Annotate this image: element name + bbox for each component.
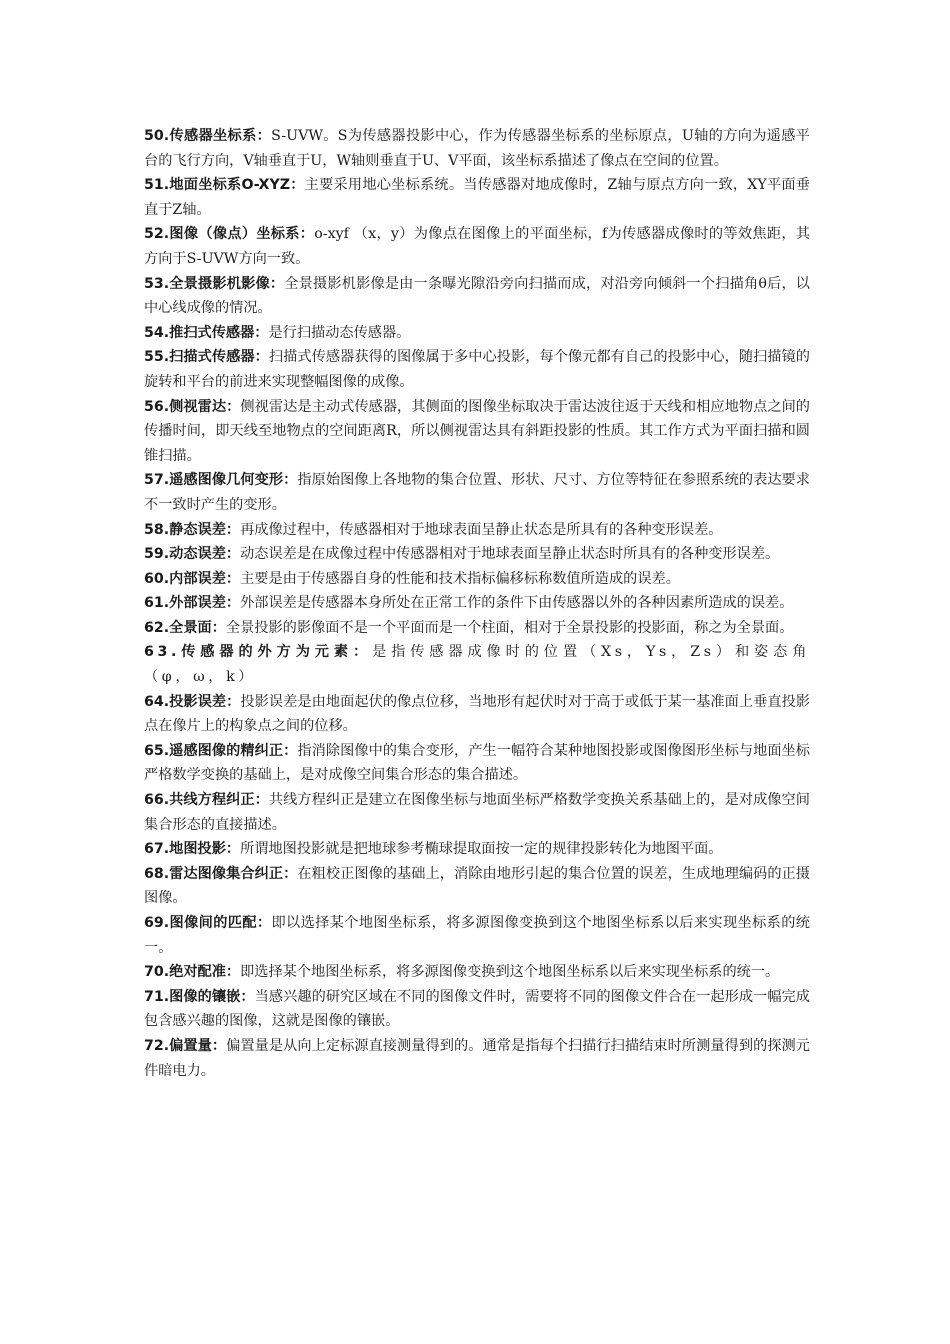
term-57: 57.遥感图像几何变形： <box>144 472 298 489</box>
definition-52: o-xyf （x，y）为像点在图像上的平面坐标，f为传感器成像时的等效焦距，其方向于S-UVW方向一致。 <box>144 226 810 267</box>
document-page <box>144 124 810 1083</box>
term-53: 53.全景摄影机影像： <box>144 275 285 292</box>
entry-63 <box>144 640 810 689</box>
definition-68: 在粗校正图像的基础上，消除由地形引起的集合位置的误差，生成地理编码的正摄图像。 <box>144 865 810 907</box>
definition-51: 主要采用地心坐标系统。当传感器对地成像时，Z轴与原点方向一致，XY平面垂直于Z轴。 <box>144 177 811 218</box>
entry-52 <box>144 222 810 271</box>
entry-50 <box>144 124 810 173</box>
entry-56 <box>144 395 810 469</box>
definition-55: 扫描式传感器获得的图像属于多中心投影，每个像元都有自己的投影中心，随扫描镜的旋转和平台的前进来实现整幅图像的成像。 <box>144 349 810 390</box>
entry-61 <box>144 591 810 616</box>
term-54: 54.推扫式传感器： <box>144 324 269 341</box>
entry-71 <box>144 985 810 1034</box>
definition-70: 即选择某个地图坐标系，将多源图像变换到这个地图坐标系以后来实现坐标系的统一。 <box>240 964 780 981</box>
definition-63: 是指传感器成像时的位置（Xs，Ys，Zs）和姿态角（φ，ω，k） <box>144 644 810 686</box>
term-66: 66.共线方程纠正： <box>144 792 269 809</box>
definition-57: 指原始图像上各地物的集合位置、形状、尺寸、方位等特征在参照系统的表达要求不一致时产生的变形。 <box>144 472 810 513</box>
term-61: 61.外部误差： <box>144 595 241 612</box>
entry-70 <box>144 960 810 985</box>
term-63: 63.传感器的外方为元素： <box>144 644 373 661</box>
entry-68 <box>144 862 810 911</box>
entry-51 <box>144 173 810 222</box>
definition-72: 偏置量是从向上定标源直接测量得到的。通常是指每个扫描行扫描结束时所测量得到的探测元件暗电力。 <box>144 1037 810 1079</box>
entry-53 <box>144 272 810 321</box>
term-71: 71.图像的镶嵌： <box>144 988 255 1005</box>
term-55: 55.扫描式传感器： <box>144 349 269 366</box>
entry-58 <box>144 518 810 543</box>
entry-72 <box>144 1034 810 1083</box>
term-51: 51.地面坐标系O-XYZ： <box>144 177 305 194</box>
definition-54: 是行扫描动态传感器。 <box>268 324 411 341</box>
entry-67 <box>144 837 810 862</box>
term-67: 67.地图投影： <box>144 841 241 858</box>
term-69: 69.图像间的匹配： <box>144 915 272 931</box>
entry-64 <box>144 690 810 739</box>
entry-57 <box>144 468 810 517</box>
definition-61: 外部误差是传感器本身所处在正常工作的条件下由传感器以外的各种因素所造成的误差。 <box>240 595 794 612</box>
term-72: 72.偏置量： <box>144 1037 227 1054</box>
entry-60 <box>144 567 810 592</box>
term-62: 62.全景面： <box>144 619 226 636</box>
term-70: 70.绝对配准： <box>144 964 241 981</box>
term-50: 50.传感器坐标系： <box>144 128 272 144</box>
definition-65: 指消除图像中的集合变形，产生一幅符合某种地图投影或图像图形坐标与地面坐标严格数学变换的基础上，是对成像空间集合形态的集合描述。 <box>144 742 810 784</box>
entry-65 <box>144 739 810 788</box>
entry-62 <box>144 616 810 641</box>
definition-62: 全景投影的影像面不是一个平面而是一个柱面，相对于全景投影的投影面，称之为全景面。 <box>225 619 794 636</box>
definition-71: 当感兴趣的研究区域在不同的图像文件时，需要将不同的图像文件合在一起形成一幅完成包含感兴趣的图像，这就是图像的镶嵌。 <box>144 988 810 1030</box>
entry-66 <box>144 788 810 837</box>
entry-55 <box>144 345 810 394</box>
term-58: 58.静态误差： <box>144 521 241 538</box>
definition-67: 所谓地图投影就是把地球参考椭球提取面按一定的规律投影转化为地图平面。 <box>240 841 723 858</box>
definition-59: 动态误差是在成像过程中传感器相对于地球表面呈静止状态时所具有的各种变形误差。 <box>240 546 780 563</box>
definition-69: 即以选择某个地图坐标系，将多源图像变换到这个地图坐标系以后来实现坐标系的统一。 <box>144 915 810 956</box>
entry-69 <box>144 911 810 960</box>
entry-59 <box>144 542 810 567</box>
term-60: 60.内部误差： <box>144 570 241 587</box>
definition-53: 全景摄影机影像是由一条曝光隙沿旁向扫描而成，对沿旁向倾斜一个扫描角θ后，以中心线成像的情况。 <box>144 275 810 317</box>
definition-60: 主要是由于传感器自身的性能和技术指标偏移标称数值所造成的误差。 <box>240 570 680 587</box>
definition-56: 侧视雷达是主动式传感器，其侧面的图像坐标取决于雷达波往返于天线和相应地物点之间的传播时间，即天线至地物点的空间距离R，所以侧视雷达具有斜距投影的性质。其工作方式为平面扫描和圆锥扫描。 <box>144 398 810 464</box>
entry-54 <box>144 321 810 346</box>
term-52: 52.图像（像点）坐标系： <box>144 226 315 243</box>
term-56: 56.侧视雷达： <box>144 398 241 415</box>
definition-50: S-UVW。S为传感器投影中心，作为传感器坐标系的坐标原点，U轴的方向为遥感平台的飞行方向，V轴垂直于U，W轴则垂直于U、V平面，该坐标系描述了像点在空间的位置。 <box>144 128 810 169</box>
definition-64: 投影误差是由地面起伏的像点位移，当地形有起伏时对于高于或低于某一基准面上垂直投影点在像片上的构象点之间的位移。 <box>144 693 810 735</box>
definition-66: 共线方程纠正是建立在图像坐标与地面坐标严格数学变换关系基础上的，是对成像空间集合形态的直接描述。 <box>144 792 810 833</box>
definition-58: 再成像过程中，传感器相对于地球表面呈静止状态是所具有的各种变形误差。 <box>240 521 723 538</box>
term-68: 68.雷达图像集合纠正： <box>144 865 298 882</box>
term-59: 59.动态误差： <box>144 546 241 563</box>
term-65: 65.遥感图像的精纠正： <box>144 742 298 759</box>
term-64: 64.投影误差： <box>144 693 241 710</box>
